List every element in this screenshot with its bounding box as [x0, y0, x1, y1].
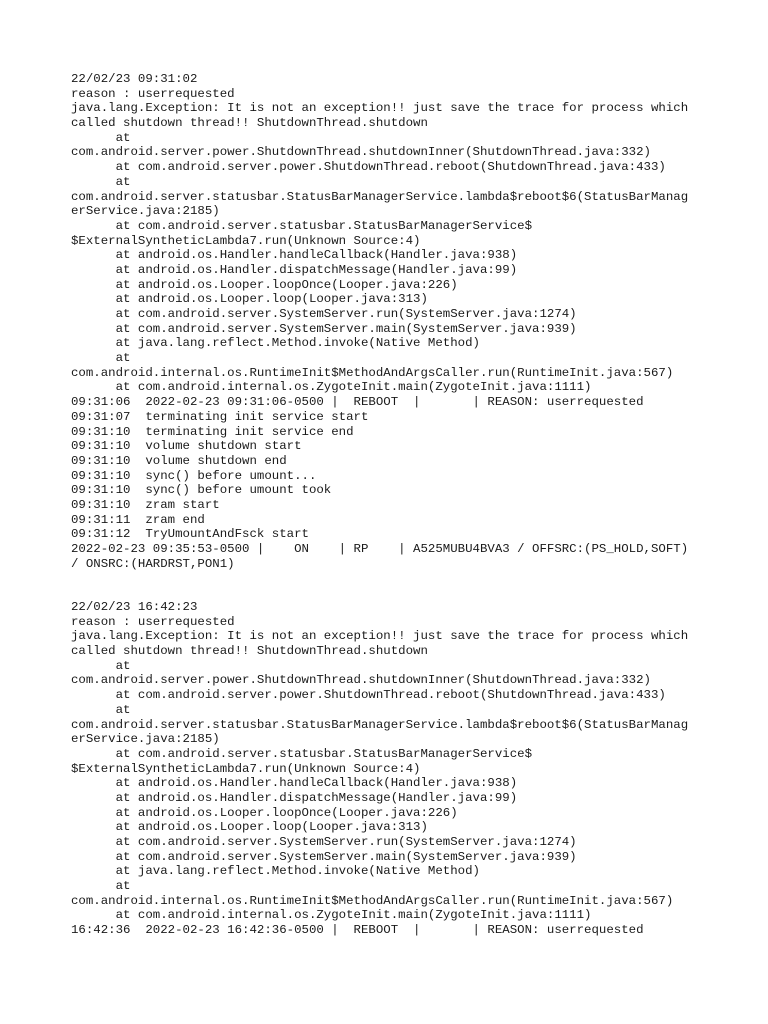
log-line: at [71, 174, 131, 189]
log-line: at android.os.Looper.loop(Looper.java:313) [71, 820, 428, 835]
log-line: com.android.server.power.ShutdownThread.shutdownInner(ShutdownThread.java:332) [71, 673, 651, 688]
log-line: 09:31:06 2022-02-23 09:31:06-0500 | REBOOT | | REASON: userrequested [71, 395, 644, 410]
log-line: at com.android.server.SystemServer.run(SystemServer.java:1274) [71, 835, 577, 849]
log-line: at com.android.server.statusbar.StatusBarManagerService$ [71, 746, 533, 761]
log-line: at [71, 658, 131, 673]
log-line: reason : userrequested [71, 614, 235, 629]
log-line: at android.os.Looper.loopOnce(Looper.java:226) [71, 277, 458, 292]
log-line: reason : userrequested [71, 86, 235, 101]
log-line: erService.java:2185) [71, 204, 220, 219]
log-line: $ExternalSyntheticLambda7.run(Unknown Source:4) [71, 233, 421, 248]
log-line: 16:42:36 2022-02-23 16:42:36-0500 | REBOOT | | REASON: userrequested [71, 923, 644, 938]
log-line: java.lang.Exception: It is not an exception!! just save the trace for process which [71, 629, 689, 644]
log-line: at android.os.Handler.handleCallback(Handler.java:938) [71, 776, 518, 791]
log-line: erService.java:2185) [71, 732, 220, 747]
log-line: at java.lang.reflect.Method.invoke(Native Method) [71, 336, 480, 351]
log-line: at [71, 130, 131, 145]
log-line: 22/02/23 16:42:23 [71, 600, 198, 614]
log-line: called shutdown thread!! ShutdownThread.shutdown [71, 116, 428, 131]
log-line: 09:31:10 terminating init service end [71, 424, 354, 439]
log-line: at com.android.server.SystemServer.main(SystemServer.java:939) [71, 849, 577, 864]
log-line: at com.android.server.power.ShutdownThread.reboot(ShutdownThread.java:433) [71, 160, 666, 175]
log-line: at [71, 702, 131, 717]
log-line: 09:31:12 TryUmountAndFsck start [71, 527, 309, 542]
log-line: at android.os.Handler.dispatchMessage(Handler.java:99) [71, 262, 518, 277]
log-line: 09:31:11 zram end [71, 512, 205, 527]
log-line: com.android.internal.os.RuntimeInit$MethodAndArgsCaller.run(RuntimeInit.java:567) [71, 365, 674, 380]
log-line: com.android.server.statusbar.StatusBarManagerService.lambda$reboot$6(StatusBarManag [71, 717, 689, 732]
log-line: at java.lang.reflect.Method.invoke(Native Method) [71, 864, 480, 879]
log-line: java.lang.Exception: It is not an exception!! just save the trace for process which [71, 101, 689, 116]
log-line: at [71, 879, 131, 894]
log-line: 09:31:10 zram start [71, 497, 220, 512]
log-line: 2022-02-23 09:35:53-0500 | ON | RP | A525MUBU4BVA3 / OFFSRC:(PS_HOLD,SOFT) [71, 542, 689, 556]
log-line: at [71, 351, 131, 366]
log-line: 09:31:07 terminating init service start [71, 409, 369, 424]
log-line: com.android.server.power.ShutdownThread.shutdownInner(ShutdownThread.java:332) [71, 145, 651, 160]
log-line: at com.android.internal.os.ZygoteInit.main(ZygoteInit.java:1111) [71, 380, 592, 395]
log-line: at com.android.server.SystemServer.main(SystemServer.java:939) [71, 321, 577, 336]
log-line: at android.os.Looper.loopOnce(Looper.java:226) [71, 805, 458, 820]
log-line: 22/02/23 09:31:02 [71, 72, 198, 86]
log-line: at com.android.internal.os.ZygoteInit.main(ZygoteInit.java:1111) [71, 908, 592, 923]
log-entry-block [71, 600, 731, 938]
log-line: at android.os.Handler.handleCallback(Handler.java:938) [71, 248, 518, 263]
log-line: 09:31:10 sync() before umount... [71, 468, 317, 483]
log-line: at android.os.Handler.dispatchMessage(Handler.java:99) [71, 790, 518, 805]
log-line: 09:31:10 sync() before umount took [71, 483, 332, 498]
log-line: / ONSRC:(HARDRST,PON1) [71, 556, 235, 571]
log-line: 09:31:10 volume shutdown end [71, 453, 287, 468]
log-line: 09:31:10 volume shutdown start [71, 439, 302, 454]
log-line: at android.os.Looper.loop(Looper.java:313) [71, 292, 428, 307]
log-line: com.android.internal.os.RuntimeInit$MethodAndArgsCaller.run(RuntimeInit.java:567) [71, 893, 674, 908]
log-line: at com.android.server.SystemServer.run(SystemServer.java:1274) [71, 307, 577, 321]
log-line: called shutdown thread!! ShutdownThread.shutdown [71, 644, 428, 659]
log-line: at com.android.server.power.ShutdownThread.reboot(ShutdownThread.java:433) [71, 688, 666, 703]
log-line: com.android.server.statusbar.StatusBarManagerService.lambda$reboot$6(StatusBarManag [71, 189, 689, 204]
log-line: at com.android.server.statusbar.StatusBarManagerService$ [71, 218, 533, 233]
log-entry-block [71, 72, 731, 571]
log-line: $ExternalSyntheticLambda7.run(Unknown Source:4) [71, 761, 421, 776]
